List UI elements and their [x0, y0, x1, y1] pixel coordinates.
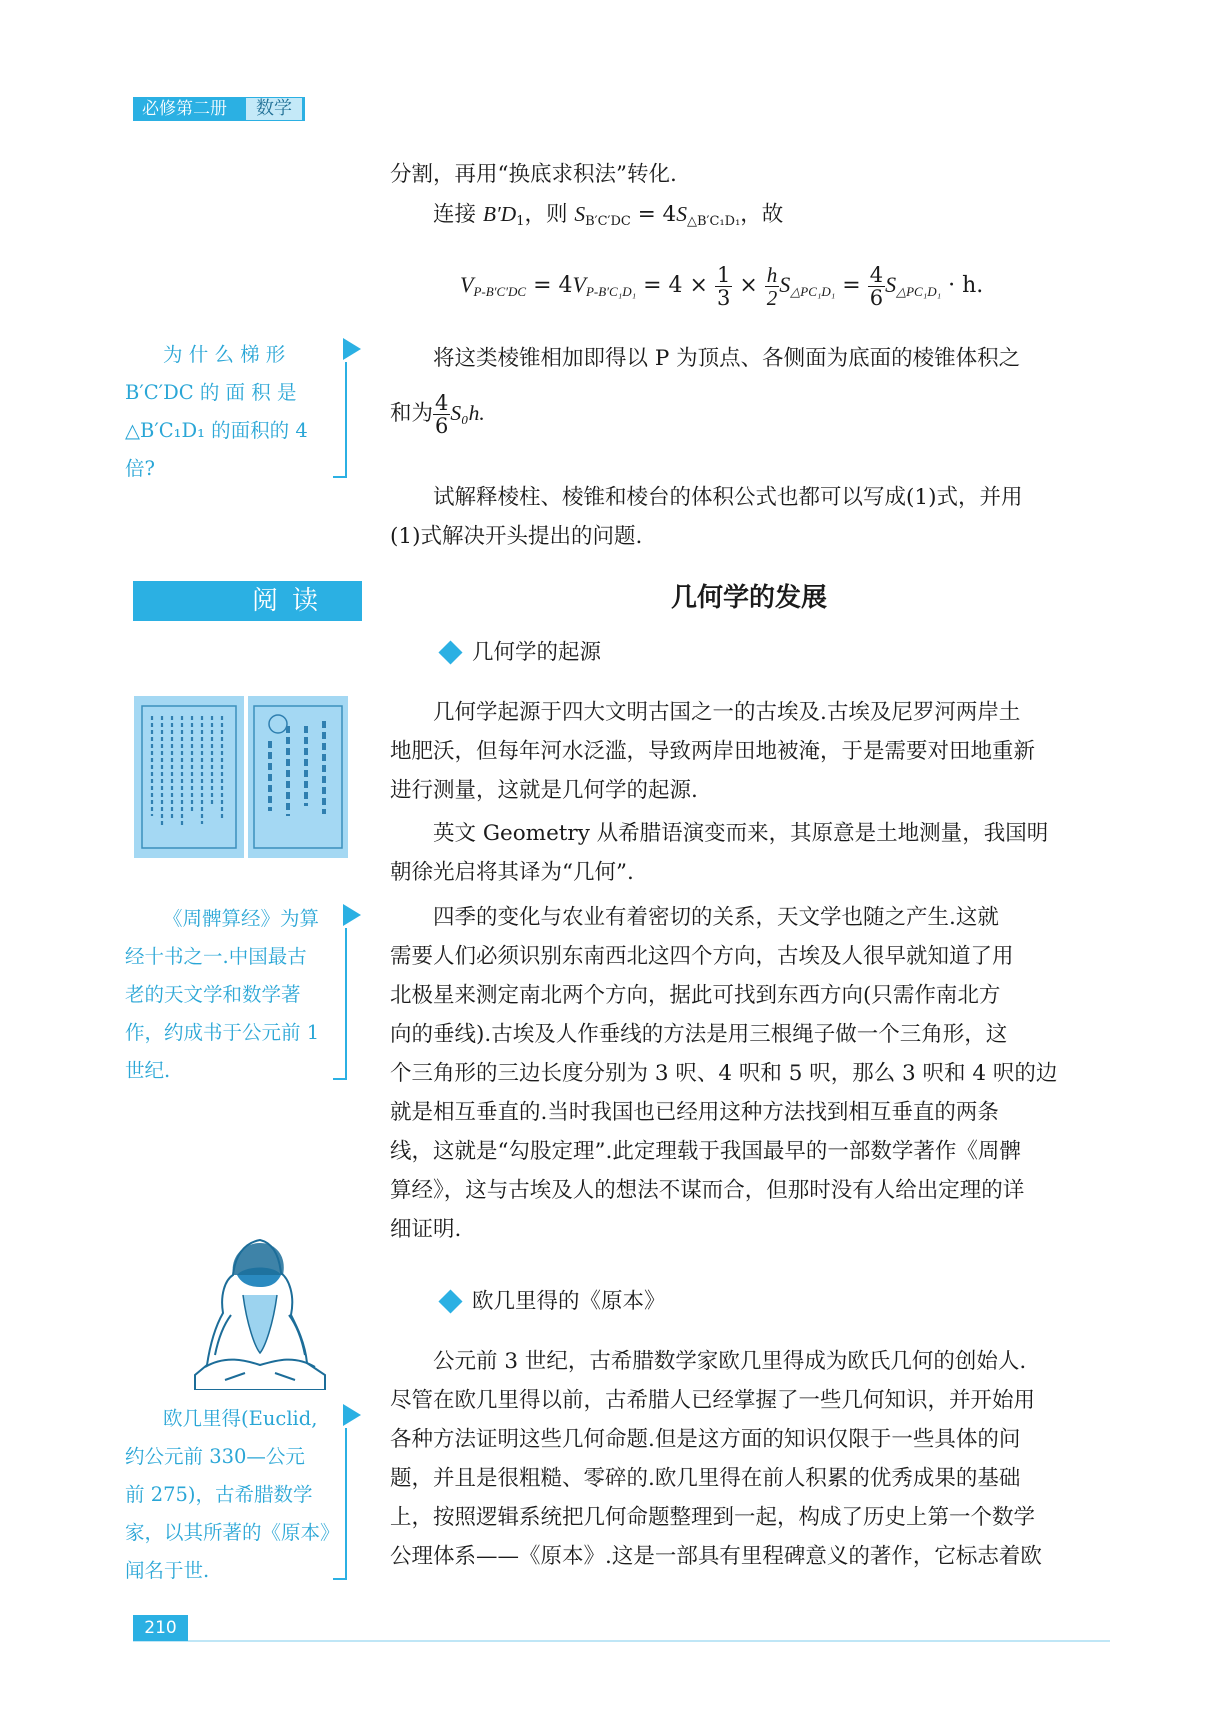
sec1-p3-l9: 细证明.	[390, 1217, 462, 1242]
sec1-p3-l2: 需要人们必须识别东南西北这四个方向，古埃及人很早就知道了用	[390, 944, 1014, 969]
fraction-4-6-b: $\frac{4}{6}$	[435, 390, 449, 438]
sec1-p3-l4: 向的垂线).古埃及人作垂线的方法是用三根绳子做一个三角形，这	[390, 1022, 1008, 1047]
note2-line2: 经十书之一.中国最古	[125, 945, 307, 968]
section-title: 几何学的发展	[670, 583, 827, 613]
note2-arrow-icon	[343, 904, 361, 926]
top-para2-b: 和为 $\frac{4}{6}$ S₀h.	[390, 390, 485, 438]
header-book: 必修第二册	[142, 99, 227, 119]
note3-line4: 家，以其所著的《原本》	[125, 1521, 340, 1544]
note3-line3: 前 275)，古希腊数学	[125, 1483, 313, 1506]
note1-arrow-icon	[343, 338, 361, 360]
note1-line4: 倍?	[125, 457, 155, 480]
note2-line5: 世纪.	[125, 1059, 171, 1082]
fraction-1-3: $\frac{1}{3}$	[716, 262, 731, 310]
top-para3-a: 试解释棱柱、棱锥和棱台的体积公式也都可以写成(1)式，并用	[433, 485, 1023, 510]
sec2-p1-l5: 上，按照逻辑系统把几何命题整理到一起，构成了历史上第一个数学	[390, 1505, 1036, 1530]
note3-line1: 欧几里得(Euclid,	[163, 1407, 318, 1430]
sec1-p3-l8: 算经》，这与古埃及人的想法不谋而合，但那时没有人给出定理的详	[390, 1178, 1025, 1203]
footer-line	[133, 1640, 1110, 1642]
book-image-left	[134, 696, 244, 858]
diamond-bullet-icon	[438, 640, 462, 664]
note1-line2: B′C′DC 的 面 积 是	[125, 381, 297, 404]
sec1-p3-l7: 线，这就是“勾股定理”.此定理载于我国最早的一部数学著作《周髀	[390, 1139, 1021, 1164]
sec2-heading: 欧几里得的《原本》	[472, 1289, 666, 1314]
sec1-p2-l1: 英文 Geometry 从希腊语演变而来，其原意是土地测量，我国明	[433, 821, 1049, 846]
note2-line4: 作，约成书于公元前 1	[125, 1021, 320, 1044]
fraction-4-6: $\frac{4}{6}$	[869, 262, 884, 310]
sec2-p1-l2: 尽管在欧几里得以前，古希腊人已经掌握了一些几何知识，并开始用	[390, 1388, 1036, 1413]
sec2-p1-l4: 题，并且是很粗糙、零碎的.欧几里得在前人积累的优秀成果的基础	[390, 1466, 1021, 1491]
sec1-p3-l6: 就是相互垂直的.当时我国也已经用这种方法找到相互垂直的两条	[390, 1100, 999, 1125]
euclid-portrait	[185, 1235, 335, 1390]
note2-line3: 老的天文学和数学著	[125, 983, 301, 1006]
volume-formula: $V_{P-B'C'DC} = 4V_{P-B'C_1D_1} = 4$ × $\frac{1}{3}$ × $\frac{h}{2}$ $S_{\triangle PC_1D_1}$ = $\frac{4}{6}$ $S_{\triangle PC_1D_1} \cdot h$.	[460, 262, 984, 310]
note3-line5: 闻名于世.	[125, 1559, 210, 1582]
note1-line1: 为 什 么 梯 形	[163, 343, 286, 366]
diamond-bullet-icon-2	[438, 1289, 462, 1313]
sec1-p3-l3: 北极星来测定南北两个方向，据此可找到东西方向(只需作南北方	[390, 983, 1001, 1008]
sec1-p1-l1: 几何学起源于四大文明古国之一的古埃及.古埃及尼罗河两岸土	[433, 700, 1021, 725]
sec1-p1-l3: 进行测量，这就是几何学的起源.	[390, 778, 698, 803]
book-image-right	[248, 696, 348, 858]
top-para3-b: (1)式解决开头提出的问题.	[390, 524, 643, 549]
note2-bracket	[333, 928, 347, 1080]
sec2-p1-l3: 各种方法证明这些几何命题.但是这方面的知识仅限于一些具体的问	[390, 1427, 1021, 1452]
sec1-p1-l2: 地肥沃，但每年河水泛滥，导致两岸田地被淹，于是需要对田地重新	[390, 739, 1036, 764]
header-subject: 数学	[246, 98, 302, 120]
note3-line2: 约公元前 330—公元	[125, 1445, 305, 1468]
top-line2: 连接 $B'D_1$，则 $S_{B'C'DC} = 4S_{\triangle B'C_1D_1}$，故	[433, 202, 784, 229]
note2-line1: 《周髀算经》为算	[163, 907, 320, 930]
page-number: 210	[133, 1615, 188, 1641]
top-line1: 分割，再用“换底求积法”转化.	[390, 162, 677, 187]
sec1-heading: 几何学的起源	[472, 640, 602, 665]
sec2-p1-l1: 公元前 3 世纪，古希腊数学家欧几里得成为欧氏几何的创始人.	[433, 1349, 1027, 1374]
sec1-p3-l5: 个三角形的三边长度分别为 3 呎、4 呎和 5 呎，那么 3 呎和 4 呎的边	[390, 1061, 1058, 1086]
sec1-p2-l2: 朝徐光启将其译为“几何”.	[390, 860, 634, 885]
note3-bracket	[333, 1428, 347, 1580]
top-para2-a: 将这类棱锥相加即得以 P 为顶点、各侧面为底面的棱锥体积之	[433, 346, 1021, 371]
note1-bracket	[333, 362, 347, 478]
sec1-p3-l1: 四季的变化与农业有着密切的关系，天文学也随之产生.这就	[433, 905, 999, 930]
fraction-h-2: $\frac{h}{2}$	[766, 262, 778, 310]
note3-arrow-icon	[343, 1404, 361, 1426]
note1-line3: △B′C₁D₁ 的面积的 4	[125, 419, 308, 442]
reading-band: 阅读	[133, 581, 362, 621]
sec2-p1-l6: 公理体系——《原本》.这是一部具有里程碑意义的著作，它标志着欧	[390, 1544, 1042, 1569]
